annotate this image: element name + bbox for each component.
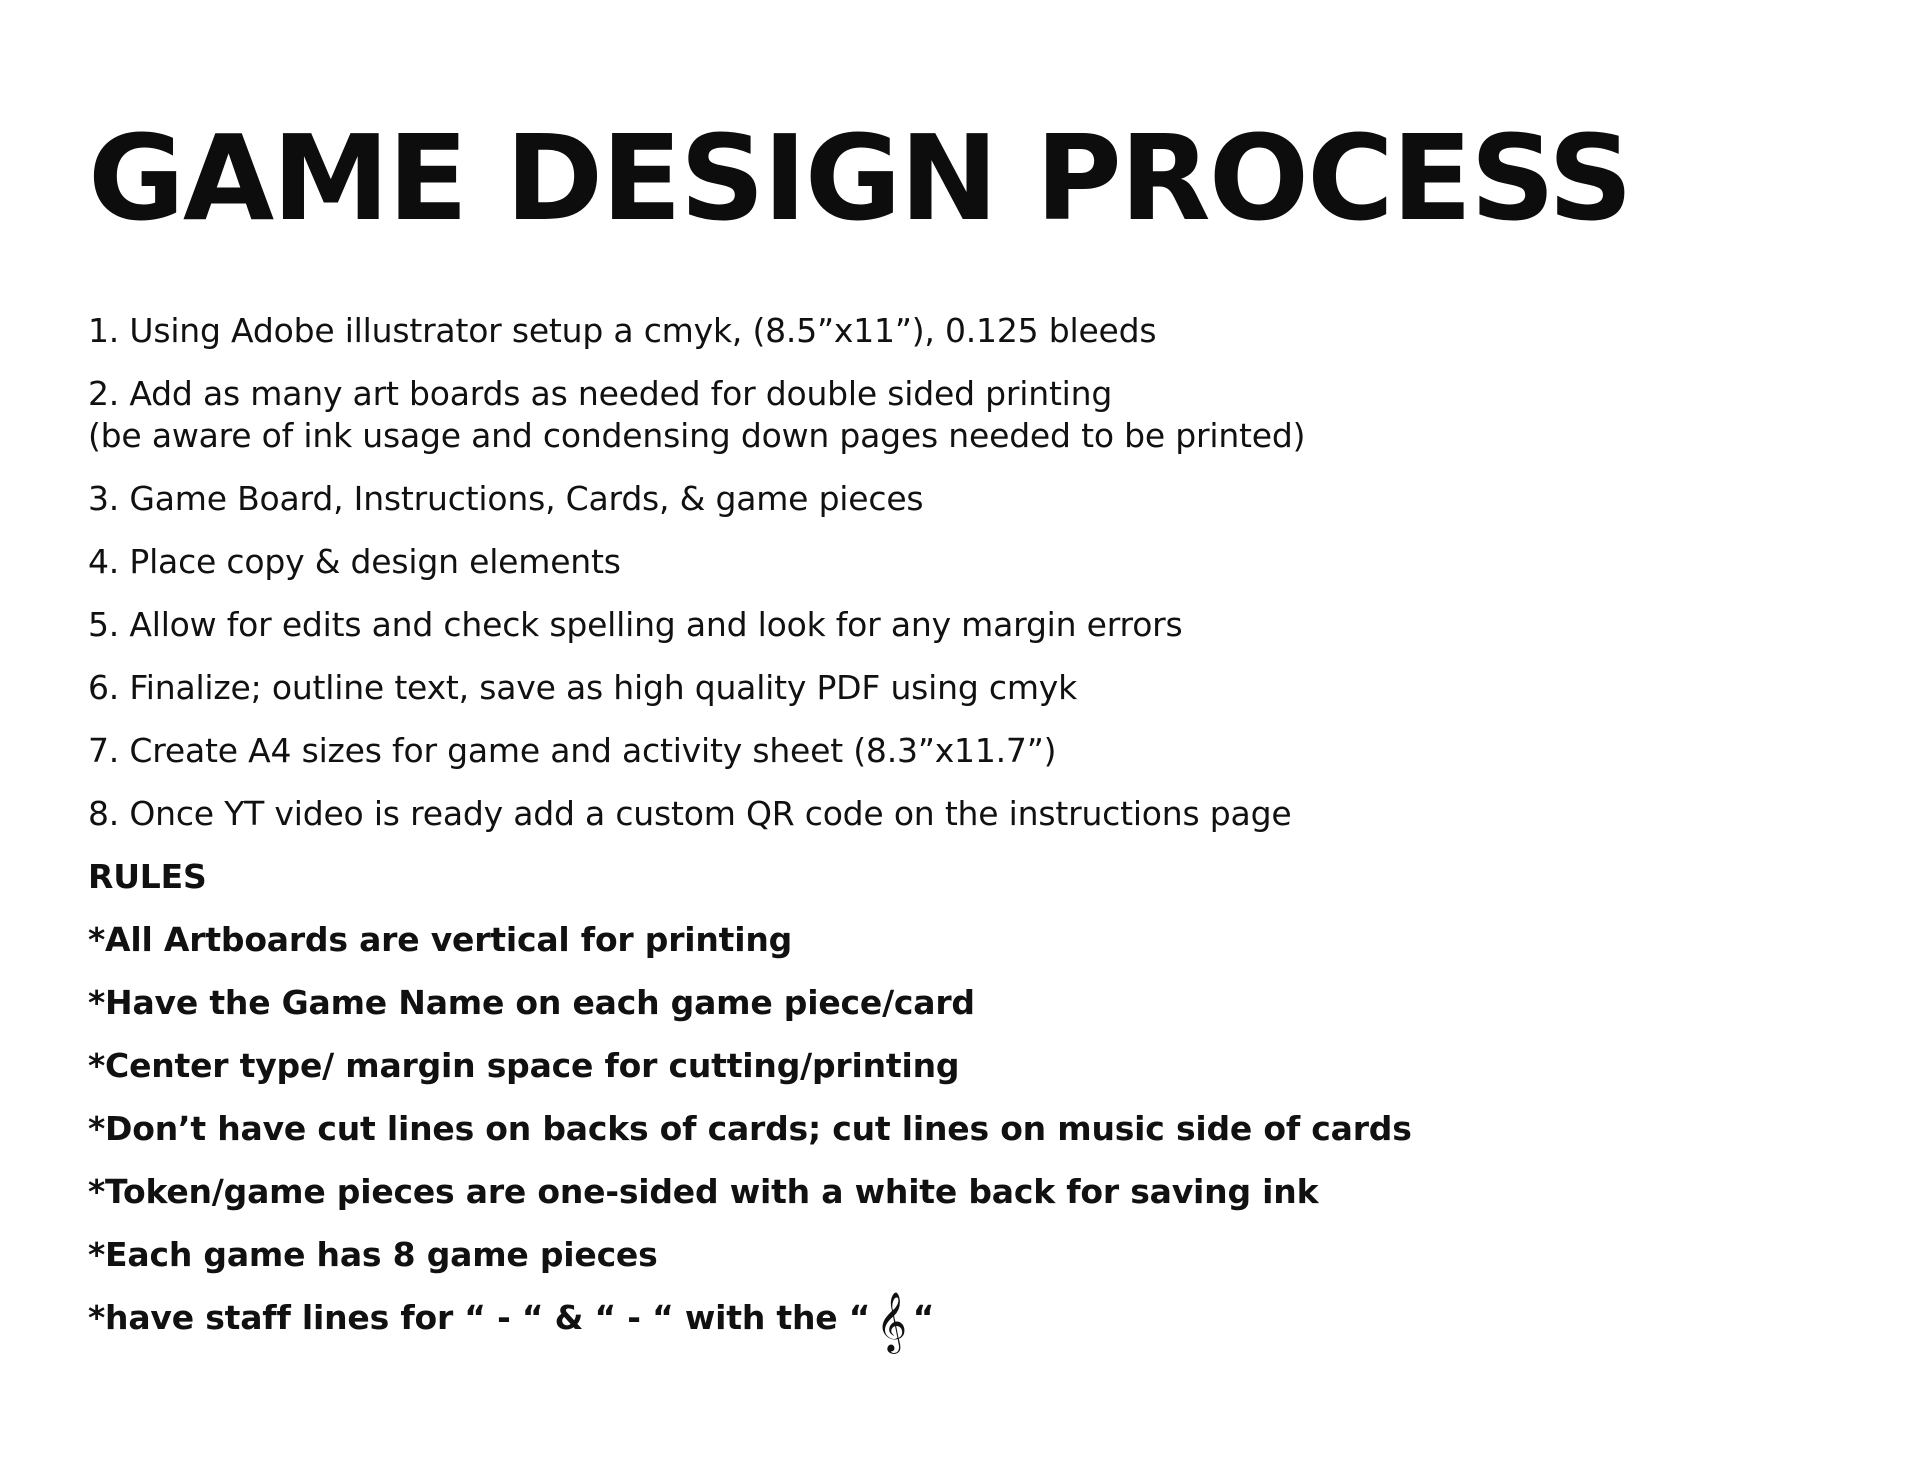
step-2: 2. Add as many art boards as needed for double sided printing: [88, 374, 1113, 413]
rule-3: *Center type/ margin space for cutting/printing: [88, 1046, 960, 1085]
page-title: GAME DESIGN PROCESS: [88, 109, 1631, 247]
rule-5: *Token/game pieces are one-sided with a white back for saving ink: [88, 1172, 1319, 1211]
rule-7-text: *have staff lines for “ - “ & “ - “ with the “: [88, 1298, 871, 1337]
rules-heading: RULES: [88, 857, 207, 896]
rule-4: *Don’t have cut lines on backs of cards; cut lines on music side of cards: [88, 1109, 1412, 1148]
step-3: 3. Game Board, Instructions, Cards, & game pieces: [88, 479, 924, 518]
step-7: 7. Create A4 sizes for game and activity sheet (8.3”x11.7”): [88, 731, 1057, 770]
rule-2: *Have the Game Name on each game piece/card: [88, 983, 975, 1022]
rule-7-end: “: [912, 1298, 935, 1337]
step-6: 6. Finalize; outline text, save as high quality PDF using cmyk: [88, 668, 1078, 707]
treble-clef-icon: 𝄞: [876, 1292, 907, 1352]
step-8: 8. Once YT video is ready add a custom QR code on the instructions page: [88, 794, 1292, 833]
rule-6: *Each game has 8 game pieces: [88, 1235, 658, 1274]
step-5: 5. Allow for edits and check spelling and look for any margin errors: [88, 605, 1183, 644]
step-1: 1. Using Adobe illustrator setup a cmyk, (8.5”x11”), 0.125 bleeds: [88, 311, 1157, 350]
rule-7: [88, 1292, 935, 1352]
step-4: 4. Place copy & design elements: [88, 542, 621, 581]
rule-1: *All Artboards are vertical for printing: [88, 920, 793, 959]
step-2-note: (be aware of ink usage and condensing down pages needed to be printed): [88, 416, 1306, 455]
